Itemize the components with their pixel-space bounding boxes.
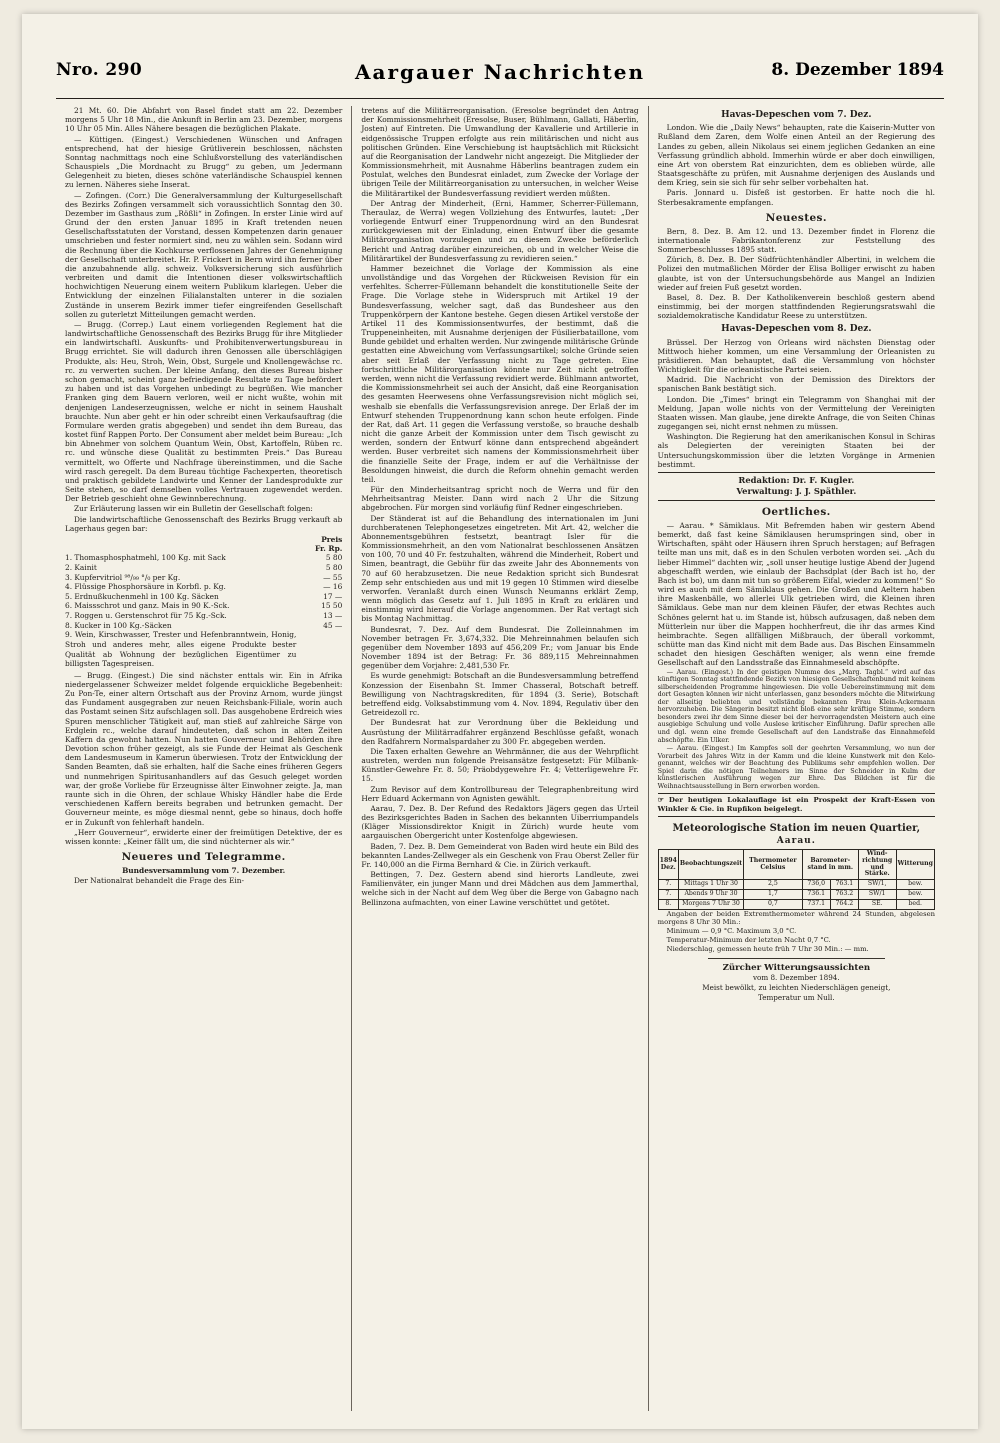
meteo-header-row <box>658 850 934 880</box>
price-item-label: 3. Kupfervitriol ⁹⁸/₉₉ °/₀ per Kg. <box>65 572 181 582</box>
masthead-rule <box>56 98 944 99</box>
meteo-col-temp: Thermometer Celsius <box>744 850 803 880</box>
meteo-time: Abends 9 Uhr 30 <box>678 890 743 900</box>
meteo-bar1: 736.1 <box>802 890 830 900</box>
price-row <box>65 553 342 563</box>
price-list-header-units <box>65 544 342 553</box>
column-1 <box>56 106 351 1411</box>
price-item-label: 9. Wein, Kirschwasser, Trester und Hefenbranntwein, Honig, Stroh und anderes mehr, alles eigene Produkte bester Qualität ab Wohnung der bezüglichen Eigentümer zu billigsten Tagespreisen. <box>65 630 297 669</box>
imprint-editor: Redaktion: Dr. F. Kugler. <box>738 475 855 485</box>
price-row <box>65 621 342 631</box>
article-paragraph: Basel, 8. Dez. B. Der Katholikenverein beschloß gestern abend einstimmig, bei der morgen stattfindenden Regierungsratswahl die sozialdemokratische Kandidatur Reese zu unterstützen. <box>657 292 935 321</box>
meteo-wind: SW/1 <box>858 890 896 900</box>
table-row <box>658 890 934 900</box>
meteo-subtitle: Aarau. <box>776 835 816 846</box>
meteo-wind-l1: Wind- <box>866 850 888 858</box>
article-paragraph: Washington. Die Regierung hat den amerikanischen Konsul in Schiras als Delegierten der vereinigten Staaten bei der Untersuchungskommission über die letzten Vorgänge in Armenien bestimmt. <box>657 432 935 469</box>
advertisement-notice <box>658 793 935 817</box>
section-heading-news: Neueres und Telegramme. <box>121 851 286 864</box>
table-row <box>658 880 934 890</box>
price-item-value: 15 50 <box>321 601 343 611</box>
article-paragraph: Es wurde genehmigt: Botschaft an die Bundesversammlung betreffend Konzession der Eisenbahn St. Immer Chasseral, Botschaft betreff. Bewilligung von Nachtragskrediten, für 1894 (3. Serie), Botschaft betreffend eidg. Volksabstimmung vom 4. Nov. 1894, Regulativ über den Getreidezoll rc. <box>361 671 639 718</box>
article-paragraph: 21 Mt. 60. Die Abfahrt von Basel findet statt am 22. Dezember morgens 5 Uhr 18 Min., die Ankunft in Berlin am 23. Dezember, morgens 10 Uhr 05 Min. Alles Nähere besagen die bezüglichen Plakate. <box>65 106 343 134</box>
article-paragraph: — Aarau. * Sämiklaus. Mit Befremden haben wir gestern Abend bemerkt, daß fast keine Sämiklausen herumspringen sind, ober in Wirtschaften, späht oder Häusern ihren Spruch herstagen; auf Befragen teilte man uns mit, daß es in den Schulen verboten worden sei. „Ach du lieber Himmel“ dachten wir, „soll unser heutige lustige Abend der Jugend abgeschafft werden, wie einlaub der Bachsdplat (der Bach ist ho, der Bach ist bo), um dann mit tun so größerem Eifal, wieder zu kommen!“ So wird es auch mit dem Sämiklaus gehen. Die Großen und Aeltern haben ihre Maskenbälle, wo allerlei Ulk getrieben wird, die Kleinen ihren Sämiklaus. Gebe man nur dem kleinen Fäufer, der etwas Rechtes auch Schönes gelernt hat u. im Stande ist, hübsch aufzusagen, daß neben dem Mütterlein nur über die Mappen hochherfreut, die ihr das armes Kind heimbrachte. Segen allfälligen Mißbrauch, der überall vorkommt, schütte man das Kind nicht mit dem Bade aus. Das Bischen Einsammeln schadet den hiesigen Geschäften weniger, als wenn eine fremde Gesellschaft auf den Landsstraße das Einnahmeseld abschöpfte. <box>657 520 935 668</box>
price-item-value: 5 80 <box>325 562 343 572</box>
article-paragraph: Zürich, 8. Dez. B. Der Südfrüchtenhändler Albertini, in welchem die Polizei den mutmaßlichen Mörder der Elisa Bolliger erwischt zu haben glaubte, ist von der Untersuchungsbehörde aus Mangel an Indizien wieder auf freien Fuß gesetzt worden. <box>657 255 935 292</box>
meteo-note: Minimum — 0,9 °C. Maximum 3,0 °C. <box>666 927 797 936</box>
article-paragraph: Die Taxen erhalten Gewehre an Wehrmänner, die aus der Wehrpflicht austreten, werden nun folgende Preisansätze festgesetzt: Für Milbank-Künstler-Gewehre Fr. 8. 50; Präobdygewehre Fr. 4; Vetterligewehre Fr. 15. <box>361 746 639 784</box>
article-paragraph: Der Antrag der Minderheit, (Erni, Hammer, Scherrer-Füllemann, Theraulaz, de Werra) wegen Vollziehung des Entwurfes, lautet: „Der vorliegende Entwurf einer Truppenordnung wird an den Bundesrat zurückgewiesen mit der Einladung, einen Entwurf über die gesamte Militärorganisation vorzulegen und zu diesem Zwecke beförderlich Bericht und Antrag darüber einzureichen, ob und in welcher Weise die Militärartikel der Bundesverfassung zu revidieren seien.“ <box>361 198 639 263</box>
meteo-year: 1894 <box>659 856 677 864</box>
article-paragraph: Die landwirtschaftliche Genossenschaft des Bezirks Brugg verkauft ab Lagerhaus gegen bar: <box>65 514 343 533</box>
article-paragraph: London. Die „Times“ bringt ein Telegramm von Shanghai mit der Meldung, Japan wolle nichts von der Vermittelung der Vereinigten Staaten wissen. Man glaube, jene direkte Anfrage, die von Seiten Chinas zugegangen sei, nicht ernst nehmen zu müssen. <box>657 394 935 432</box>
section-heading-neuestes: Neuestes. <box>765 211 827 224</box>
column-3 <box>648 106 944 1411</box>
forecast-date: vom 8. Dezember 1894. <box>752 973 840 983</box>
article-paragraph: Bundesrat, 7. Dez. Auf dem Bundesrat. Die Zolleinnahmen im November betragen Fr. 3,674,332. Die Mehreinnahmen belaufen sich gegenüber dem November 1893 auf 456,209 Fr.; vom Januar bis Ende November 1894 ist der Betrag: Fr. 36 889,115 Mehreinnahmen gegenüber dem Vorjahre: 2,481,530 Fr. <box>361 624 639 671</box>
column-2 <box>351 106 647 1411</box>
meteo-col-pressure: Barometer-stand in mm. <box>802 850 858 880</box>
meteo-col-wind <box>858 850 896 880</box>
price-header-label: Preis <box>321 534 343 544</box>
article-paragraph: „Herr Gouverneur“, erwiderte einer der freimütigen Detektive, der es wissen konnte: „Keiner fällt um, die sind nüchterner als wir.“ <box>65 827 343 846</box>
meteo-wind: SW/1, <box>858 880 896 890</box>
price-list-header <box>65 535 342 544</box>
price-row <box>65 573 342 583</box>
section-heading-havas-7: Havas-Depeschen vom 7. Dez. <box>721 110 872 120</box>
article-paragraph: tretens auf die Militärreorganisation. (Eresolse begründet den Antrag der Kommissionsmehrheit (Eresolse, Buser, Bühlmann, Gallati, Häberlin, Josten) auf Eintreten. Die Umwandlung der Kavallerie und Artillerie in eidgenössische Truppen erfolgte aus rein militärischen und nicht aus politischen Gründen. Eine Verschiebung ist hauptsächlich mit Rücksicht auf die Reorganisation der Landwehr nicht angezeigt. Die Mitglieder der Kommissionsmehrheit, mit Ausnahme Häberlins beantragen zudem ein Postulat, welches den Bundesrat einladet, zum Zwecke der Vorlage der übrigen Teile der Militärreorganisation zu untersuchen, in welcher Weise die Militärartikel der Bundesverfassung revidiert werden müßten. <box>361 106 639 198</box>
price-row <box>65 601 342 611</box>
meteo-note: Niederschlag, gemessen heute früh 7 Uhr 30 Min.: — mm. <box>666 945 869 954</box>
meteo-bar2: 763.2 <box>830 890 858 900</box>
meteo-date: 7. <box>658 890 678 900</box>
price-item-label: 1. Thomasphosphatmehl, 100 Kg. mit Sack <box>65 553 226 563</box>
article-paragraph: Bern, 8. Dez. B. Am 12. und 13. Dezember findet in Florenz die internationale Fabrikantonferenz zur Feststellung des Sommerbeschlusses 1895 statt. <box>657 226 935 255</box>
price-header-units: Fr. Rp. <box>314 544 343 554</box>
article-paragraph: Paris. Jonnard u. Disfeß ist gestorben. Er hatte noch die hl. Sterbesakramente empfangen. <box>657 188 935 207</box>
price-item-value: 13 — <box>323 611 343 620</box>
price-list <box>65 535 342 669</box>
section-heading-oertliches: Oertliches. <box>761 505 831 518</box>
ad-notice-text: ☞ Der heutigen Lokalauflage ist ein Prospekt der Kraft-Essen von Winkler & Cie. in Rupfikon beigelegt. <box>657 796 935 813</box>
price-item-label: 6. Maissschrot und ganz. Mais in 90 K.-Sck. <box>65 601 230 611</box>
paper-sheet <box>22 14 978 1429</box>
price-row <box>65 563 342 573</box>
article-paragraph: Bettingen, 7. Dez. Gestern abend sind hierorts Landleute, zwei Familienväter, ein junger Mann und drei Mädchen aus dem Jammerthal, welche sich in der Nacht auf dem Weg über die Berge von Gabagno nach Bellinzona aufmachten, von einer Lawine verschüttet und getötet. <box>361 870 639 907</box>
forecast-title: Zürcher Witterungsaussichten <box>722 962 871 973</box>
price-item-value: 45 — <box>323 620 343 630</box>
price-item-value: — 16 <box>323 582 343 592</box>
meteo-time: Morgens 7 Uhr 30 <box>678 899 743 909</box>
table-row <box>658 899 934 909</box>
section-heading-havas-8: Havas-Depeschen vom 8. Dez. <box>721 324 872 335</box>
forecast-line-2: Temperatur um Null. <box>757 993 835 1002</box>
article-paragraph: — Brugg. (Eingest.) Die sind nächster enttals wir. Ein in Afrika niedergelassener Schweizer meldet folgende erquickliche Begebenheit: Zu Pon-Te, einer altern Ortschaft aus der Provinz Arnom, wurde jüngst das Fundament ausgegraben zur neuen Reichsbank-Filiale, worin auch das Postamt seinen Sitz aufschlagen soll. Das ausgehobene Erdreich wies Spuren menschlicher Tätigkeit auf, man stieß auf zahlreiche Särge von Erdglein rc., welche darauf hindeuteten, daß schon in alten Zeiten Kaffern da gewohnt hatten. Nun hatten Gouverneur und Behörden ihre Devotion schon früher gezeigt, als sie Funde der Heimat als Geschenk dem Landesmuseum in Kamerun überwiesen. Trotz der Entwicklung der Sanden Beamten, daß sie erhalten, half die Sache eines früheren Gegers und nunmehrigen Spiritusanhandlers auf das Gesuch geleget worden war, der große Vorliebe für Erzeugnisse älter Einwohner zeigte. Ja, man raunte sich in die Ohren, der schlaue Whisky Händler habe die Erde verschiedenen Kaffern bereits begraben und betrunken gemacht. Der Gouverneur meinte, es möge diesmal nennt, gebe so hinaus, doch hoffe er in Zukunft von fehlerhaft handeln. <box>65 670 343 827</box>
meteo-time: Mittags 1 Uhr 30 <box>678 880 743 890</box>
price-row <box>65 582 342 592</box>
meteo-table <box>658 849 935 910</box>
columns-container <box>56 106 944 1411</box>
meteo-title: Meteorologische Station im neuen Quartier, <box>672 823 921 835</box>
meteo-col-date <box>658 850 678 880</box>
masthead <box>40 60 960 94</box>
meteo-date: 7. <box>658 880 678 890</box>
meteo-date: 8. <box>658 899 678 909</box>
price-item-label: 2. Kainit <box>65 562 97 572</box>
article-paragraph: Der Ständerat ist auf die Behandlung des internationalen im Juni durchberatenen Telephongesetzes eingetreten. Mit Art. 42, welcher die Abonnementsgebühren festsetzt, beantragt Isler für die Kommissionsmehrheit, an den vom Nationalrat beschlossenen Ansätzen von 100, 70 und 40 Fr. festzuhalten, während die Minderheit, Robert und Simen, beantragt, die Gebühr für das zweite Jahr des Abonnements von 70 auf 60 herabzusetzen. Die neue Redaktion spricht sich Bundesrat Zemp sehr entschieden aus und mit 19 gegen 10 Stimmen wird dieselbe verworfen. Veranlaßt durch einen Wunsch Neumanns erklärt Zemp, wenn möglich das Gesetz auf 1. Juli 1895 in Kraft zu erklären und einstimmig wird hierauf die Vorlage angenommen. Der Rat vertagt sich bis Montag Nachmittag. <box>361 513 639 624</box>
forecast-line-1: Meist bewölkt, zu leichten Niederschlägen geneigt, <box>702 983 891 993</box>
article-paragraph: Der Nationalrat behandelt die Frage des Ein- <box>74 876 245 886</box>
article-paragraph: Brüssel. Der Herzog von Orleans wird nächsten Dienstag oder Mittwoch hieher kommen, um eine Versammlung der Orleanisten zu präsidieren. Man behauptet, daß die Versammlung von höchster Wichtigkeit für die orleanistische Partei seien. <box>657 337 935 375</box>
subheading: Bundesversammlung vom 7. Dezember. <box>122 866 286 876</box>
newspaper-title: Aargauer Nachrichten <box>354 60 646 84</box>
article-paragraph: London. Wie die „Daily News“ behaupten, rate die Kaiserin-Mutter von Rußland dem Zaren, dem Wolfe einen Anteil an der Regierung des Landes zu geben, allein Nikolaus sei einem jeglichen Gedanken an eine Verfassung gründlich abhold. Immerhin würde er aber doch einwilligen, eine Art von oberstem Rat einzurichten, dem es oblieben würde, alle Staatsgeschäfte zu prüfen, mit Ausnahme derjenigen des Auslands und dem Krieg, sein sie sich für sehr selber vorbehalten hat. <box>657 123 935 188</box>
price-item-label: 5. Erdnußkuchenmehl in 100 Kg. Säcken <box>65 591 219 601</box>
article-paragraph: — Küttigen. (Eingest.) Verschiedenen Wünschen und Anfragen entsprechend, hat der hiesige Grütliverein beschlossen, nächsten Sonntag nachmittags noch eine Schlußvorstellung des vaterländischen Schauspiels „Die Mordnacht zu Brugg“ zu geben, um Jedermann Gelegenheit zu bieten, dieses schöne vaterländische Schauspiel kennen zu lernen. Näheres siehe Inserat. <box>65 134 343 190</box>
meteo-weather: bed. <box>896 899 934 909</box>
price-item-value: 17 — <box>323 591 343 601</box>
meteo-bar2: 764.2 <box>830 899 858 909</box>
price-row <box>65 592 342 602</box>
meteo-temp: 1,7 <box>744 890 803 900</box>
article-paragraph: — Zofingen. (Corr.) Die Generalversammlung der Kulturgesellschaft des Bezirks Zofingen versammelt sich voraussichtlich Sonntag den 30. Dezember im Gasthaus zum „Rößli“ in Zofingen. In erster Linie wird auf Grund der den ersten Januar 1895 in Kraft tretenden neuen Gesellschaftsstatuten der Vorstand, dessen Kompetenzen darin genauer umschrieben und fester normiert sind, neu zu wählen sein. Sodann wird die Rechnung über die Kochkurse verflossenen Jahres der Genehmigung der Gesellschaft unterbreitet. Hr. P. Frickert in Bern wird ihn ferner über die anzubahnende allg. schweiz. Volksversicherung sich ausführlich verbreiten und damit die Intentionen dieser volkswirtschaftlich hochwichtigen Neuerung einem weitern Publikum klarlegen. Ueber die Entwicklung der einzelnen Filialanstalten unterer in die sozialen Zustände in unserem Bezirk immer tiefer eingreifenden Gesellschaft sollen zu guterletzt Mitteilungen gemacht werden. <box>65 190 343 319</box>
article-paragraph: Aarau, 7. Dez. B. Der Refund des Redaktors Jägers gegen das Urteil des Bezirksgerichtes Baden in Sachen des bekannten Uiberriumpandels (Kläger Missionsdirektor Knigit in Zürich) wurde heute vom aargauischen Obergericht unter Kostenfolge abgewiesen. <box>361 803 639 841</box>
article-paragraph: — Aarau. (Eingest.) In der geistigen Numme des „Marg. Tagbl.“ wird auf das künftigen Sonntag stattfindende Bezirk von hiesigen Gesellschaftenbund mit keinem silberscheidenden Programme hingewiesen. Die volle Uebereinstimmung mit dem dort Gesagten können wir nicht unterlassen, ganz besonders möchte die Mitwirkung der allseitig beliebten und vollständig bekannten Frau Klein-Ackermann hervorzuheben. Die Sängerin besitzt nicht bloß eine sehr kräftige Stimme, sondern besonders zwei ihr dem Sinne dieser bei der hervorragendsten Meistern auch eine ausgiebige Schulung und volle Auslese kritischer Einführung. Dafür sprechen alle und dgl. wenn eine fremde Gesellschaft auf den Landstraße das Einnahmefeld abschöpfte. Ein Ulker. <box>657 667 935 744</box>
price-row <box>65 630 342 669</box>
meteo-col-time: Beobachtungszeit <box>678 850 743 880</box>
issue-number: Nro. 290 <box>56 60 143 80</box>
article-paragraph: Hammer bezeichnet die Vorlage der Kommission als eine unvollständige und das Vorgehen der Rückweisen Revision für ein verfehltes. Scherrer-Füllemann behandelt die konstitutionelle Seite der Frage. Die Vorlage stehe in Widerspruch mit Artikel 19 der Bundesverfassung, welcher sagt, daß das Bundesheer aus den Truppenkörpern der Kantone bestehe. Gegen diesen Artikel verstoße der Artikel 11 des Kommissionsentwurfes, der bestimmt, daß die Truppeneinheiten, mit Ausnahme derjenigen der Füsilierbataillone, vom Bunde gebildet und erhalten werden. Nur zwingende militärische Gründe gestatten eine Abweichung vom Verfassungsartikel; solche Gründe seien aber seit Erlaß der Verfassung nicht zu Tage getreten. Eine fortschrittliche Militärorganisation könnte nur Zeit nicht getroffen werden, wenn nicht die Verfassung revidiert werde. Bühlmann antwortet, die Kommissionsmehrheit sei auch der Ansicht, daß eine Reorganisation des gesamten Heerwesens ohne Verfassungsrevision nicht möglich sei, weshalb sie ebenfalls die Verfassungsrevision anrege. Der Erlaß der im Entwurf stehenden Truppenordnung kann schon heute erfolgen. Finde der Rat, daß Art. 11 gegen die Verfassung verstoße, so brauche deshalb nicht die ganze Arbeit der Kommission unter dem Tisch gewischt zu werden, sondern der Entwurf könne dann entsprechend abgeändert werden. Buser verbreitet sich namens der Kommissionsmehrheit über die finanzielle Seite der Frage, indem er auf die Verhältnisse der Besoldungen hinweist, die durch die Reform ohnehin gemacht werden teil. <box>361 263 639 484</box>
price-item-label: 4. Flüssige Phosphorsäure in Korbfl. p. Kg. <box>65 582 226 592</box>
article-paragraph: — Brugg. (Correp.) Laut einem vorliegenden Reglement hat die landwirtschaftliche Genossenschaft des Bezirks Brugg für ihre Mitglieder ein landwirtschaftl. Auskunfts- und Prohibitenverwertungsbureau in Brugg errichtet. Sie will dadurch ihren Genossen alle überschlägigen Produkte, als: Heu, Stroh, Wein, Obst, Surgele und Knollengewächse rc. rc. zu verwerten suchen. Der kleine Anfang, den dieses Bureau bisher schon gemacht, scheint ganz befriedigende Resultate zu Tage befördert zu haben und ist das Vorgehen unbedingt zu begrüßen. Wie mancher Franken ging dem Bauern verloren, weil er nicht wußte, wohin mit denjenigen Landeserzeugnissen, welche er nicht in seinem Haushalt brauchte. Nun aber geht er hin oder schreibt einen Verkaufsauftrag (die Formulare werden gratis abgegeben) und sendet ihn dem Bureau, das kostet fünf Rappen Porto. Der Consument aber meldet beim Bureau: „Ich bin Abnehmer von solchem Quantum Wein, Obst, Kartoffeln, Rüben rc. rc. und wünsche diese Qualität zu bestimmten Preis.“ Das Bureau vermittelt, wo Offerte und Nachfrage übereinstimmen, und die Sache wird rasch geregelt. Da dem Bureau tüchtige Fachexperten, theoretisch und praktisch gebildete Landwirte und Kenner der Landesprodukte zur Seite stehen, so darf demselben volles Vertrauen zugewendet werden. Der Betrieb geschieht ohne Gewinnberechnung. <box>65 319 343 504</box>
meteo-bar1: 736,0 <box>802 880 830 890</box>
meteo-col-weather: Witterung <box>896 850 934 880</box>
divider <box>708 958 885 959</box>
article-paragraph: Zum Revisor auf dem Kontrollbureau der Telegraphenbreitung wird Herr Eduard Ackermann von Agnisten gewählt. <box>361 784 639 803</box>
meteo-temp: 2,5 <box>744 880 803 890</box>
article-paragraph: Für den Minderheitsantrag spricht noch de Werra und für den Mehrheitsantrag Meister. Dann wird nach 2 Uhr die Sitzung abgebrochen. Für morgen sind vorläufig fünf Redner eingeschrieben. <box>361 485 639 513</box>
meteo-weather: bew. <box>896 890 934 900</box>
price-item-value <box>300 630 342 669</box>
imprint-management: Verwaltung: J. J. Späthler. <box>736 486 857 497</box>
imprint-box <box>658 472 935 501</box>
price-item-value: 5 80 <box>325 553 343 563</box>
price-item-label: 7. Roggen u. Gerstenschrot für 75 Kg.-Sck. <box>65 611 227 620</box>
article-paragraph: Madrid. Die Nachricht von der Demission des Direktors der spanischen Bank bestätigt sich. <box>657 375 935 394</box>
issue-date: 8. Dezember 1894 <box>771 60 944 80</box>
meteo-wind-l2: richtung und <box>862 856 893 871</box>
meteo-note: Temperatur-Minimum der letzten Nacht 0,7 °C. <box>666 936 831 945</box>
meteo-wind-l3: Stärke. <box>864 870 890 878</box>
price-row <box>65 611 342 621</box>
article-paragraph: Zur Erläuterung lassen wir ein Bulletin der Gesellschaft folgen: <box>74 504 313 514</box>
meteo-month: Dez. <box>660 863 676 871</box>
price-item-value: — 55 <box>323 572 343 582</box>
article-paragraph: Der Bundesrat hat zur Verordnung über die Bekleidung und Ausrüstung der Militärradfahrer ergänzend Beschlüsse gefaßt, wonach den Radfahrern Normalspardaher zu 300 Fr. abgegeben werden. <box>361 718 639 746</box>
meteo-wind: SE. <box>858 899 896 909</box>
meteo-bar1: 737.1 <box>802 899 830 909</box>
meteo-temp: 0,7 <box>744 899 803 909</box>
meteo-weather: bew. <box>896 880 934 890</box>
price-item-label: 8. Kucker in 100 Kg.-Säcken <box>65 620 172 630</box>
meteo-bar2: 763.1 <box>830 880 858 890</box>
article-paragraph: Baden, 7. Dez. B. Dem Gemeinderat von Baden wird heute ein Bild des bekannten Landes-Zellweger als ein Geschenk von Frau Oberst Zeller für Fr. 140,000 an die Firma Bernhard & Cie. in Zürich verkauft. <box>361 841 639 869</box>
article-paragraph: — Aarau. (Eingest.) Im Kampfes soll der geehrten Versammlung, wo nun der Vorarbeit des Jahres Witz in der Kamm und die kleine Kunstwerk mit den Kelo-genannt, welches wir der Beachtung des Publikums sehr empfehlen wollen. Der Spiel darin die nötigen Teilnehmers im Sinne der Schneider in Kulm der künstlerischen Ausführung wegen zur Ehre. Das Bildchen ist für die Weihnachtsausstellung in Bern erworben worden. <box>657 744 935 790</box>
meteo-note: Angaben der beiden Extremthermometer während 24 Stunden, abgelesen morgens 8 Uhr 30 Min.: <box>657 909 935 926</box>
